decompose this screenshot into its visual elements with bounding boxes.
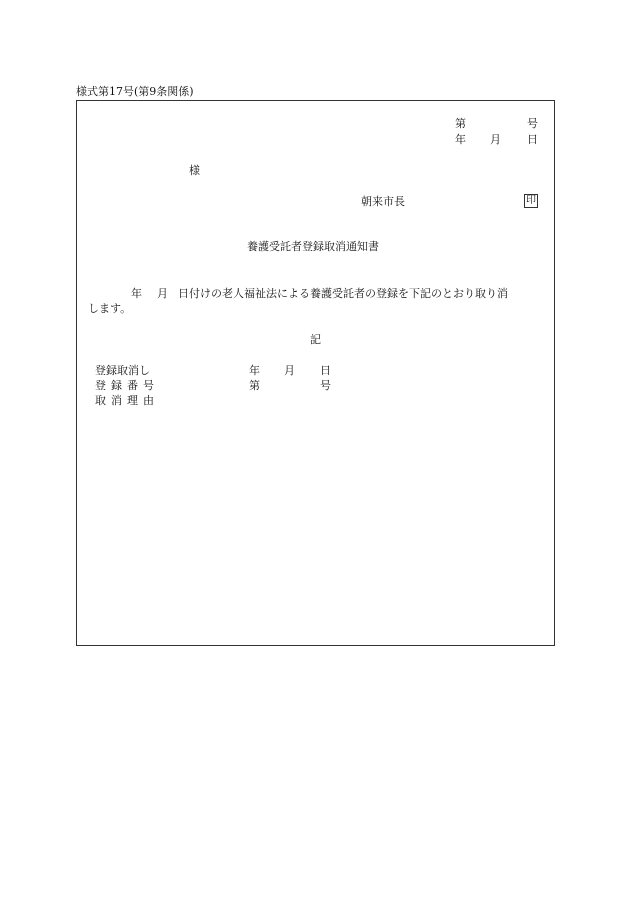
cancel-date-day: 日 (320, 364, 331, 377)
body-year: 年 (131, 287, 142, 300)
date-month: 月 (490, 133, 501, 146)
body-month: 月 (157, 287, 168, 300)
addressee-suffix: 様 (189, 164, 200, 177)
cancel-reason-label: 取消理由 (95, 394, 159, 407)
form-number: 様式第17号(第9条関係) (76, 85, 194, 98)
date-day: 日 (527, 133, 538, 146)
doc-number-prefix: 第 (455, 117, 466, 130)
registration-number-suffix: 号 (320, 379, 331, 392)
document-title: 養護受託者登録取消通知書 (247, 240, 379, 253)
cancel-date-month: 月 (284, 364, 295, 377)
body-line-2: します。 (88, 302, 132, 315)
ki-heading: 記 (310, 333, 321, 346)
seal-mark: 印 (526, 195, 536, 206)
issuer-name: 朝来市長 (361, 195, 405, 208)
registration-number-prefix: 第 (249, 379, 260, 392)
date-year: 年 (455, 133, 466, 146)
doc-number-suffix: 号 (527, 117, 538, 130)
cancel-date-year: 年 (249, 364, 260, 377)
cancel-date-label: 登録取消し (95, 364, 150, 377)
body-line-1: 日付けの老人福祉法による養護受託者の登録を下記のとおり取り消 (178, 287, 508, 300)
registration-number-label: 登録番号 (95, 379, 159, 392)
